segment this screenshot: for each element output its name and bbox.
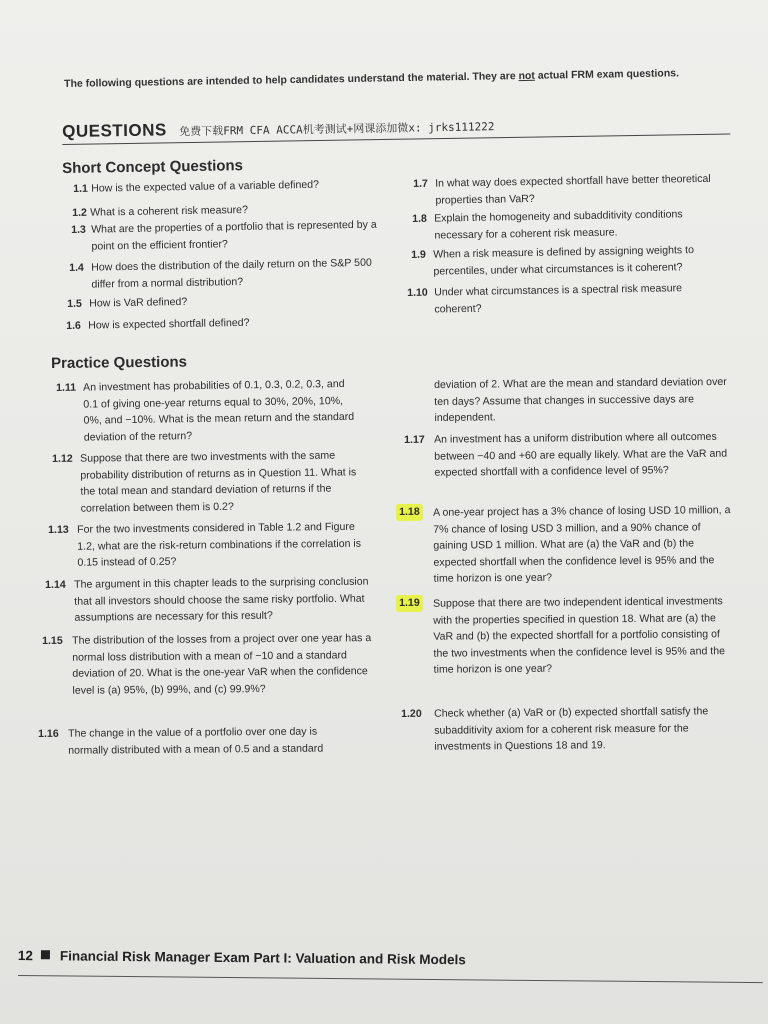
questions-title: QUESTIONS xyxy=(62,120,167,141)
question-1-3: 1.3 What are the properties of a portfolio that is represented by a point on the efficient frontier? xyxy=(71,218,377,253)
promo-watermark-text: 免费下载FRM CFA ACCA机考测试+网课添加微x: jrks111222 xyxy=(179,120,495,139)
question-1-4: 1.4 How does the distribution of the daily return on the S&P 500 differ from a normal distribution? xyxy=(69,256,372,291)
questions-header xyxy=(62,112,730,145)
question-1-16-continued: deviation of 2. What are the mean and standard deviation over ten days? Assume that changes in successive days are independent. xyxy=(434,375,727,424)
question-1-20: 1.20 Check whether (a) VaR or (b) expected shortfall satisfy the subadditivity axiom for a coherent risk measure for the investments in Questions 18 and 19. xyxy=(401,705,709,753)
question-1-2: 1.2 What is a coherent risk measure? xyxy=(72,203,249,219)
book-title: Financial Risk Manager Exam Part I: Valuation and Risk Models xyxy=(59,948,466,968)
black-square-icon xyxy=(41,950,50,959)
question-1-18: 1.18 A one-year project has a 3% chance of losing USD 10 million, a 7% chance of losing USD 3 million, and a 90% chance of gaining USD 1 million. What are (a) the VaR and (b) the expected shortfall when the confidence level is 95% and the time horizon is one year? xyxy=(400,502,736,587)
question-1-5: 1.5 How is VaR defined? xyxy=(67,295,188,310)
short-concept-heading: Short Concept Questions xyxy=(62,157,244,177)
question-1-6: 1.6 How is expected shortfall defined? xyxy=(66,316,250,332)
highlight-1-18: 1.18 xyxy=(396,504,423,521)
page-footer xyxy=(18,948,758,970)
question-1-13: 1.13 For the two investments considered in Table 1.2 and Figure 1.2, what are the risk-return combinations if the correlation is 0.15 instead of 0.25? xyxy=(48,520,362,569)
question-1-7: 1.7 In what way does expected shortfall have better theoretical properties than VaR? xyxy=(413,172,711,207)
intro-note xyxy=(64,66,724,90)
question-1-8: 1.8 Explain the homogeneity and subadditivity conditions necessary for a coherent risk measure. xyxy=(412,208,683,242)
question-1-9: 1.9 When a risk measure is defined by assigning weights to percentiles, under what circumstances is it coherent? xyxy=(411,244,695,278)
question-1-19: 1.19 Suppose that there are two independent identical investments with the properties specified in question 18. What are (a) the VaR and (b) the expected shortfall for a portfolio consisting of the two investments when the confidence level is 95% and the time horizon is one year? xyxy=(400,593,736,678)
highlight-1-19: 1.19 xyxy=(396,595,423,612)
page-number: 12 xyxy=(17,948,34,964)
question-1-12: 1.12 Suppose that there are two investments with the same probability distribution of returns as in Question 11. What is the total mean and standard deviation of returns if the correlation between them is 0.2? xyxy=(52,449,357,515)
question-1-11: 1.11 An investment has probabilities of 0.1, 0.3, 0.2, 0.3, and 0.1 of giving one-year returns equal to 30%, 20%, 10%, 0%, and −10%. What is the mean return and the standard deviation of the return? xyxy=(56,377,355,444)
question-1-10: 1.10 Under what circumstances is a spectral risk measure coherent? xyxy=(407,282,683,316)
intro-emphasis: not xyxy=(518,69,535,83)
question-1-14: 1.14 The argument in this chapter leads to the surprising conclusion that all investors should choose the same risky portfolio. What assumptions are necessary for this result? xyxy=(45,575,369,624)
question-1-17: 1.17 An investment has a uniform distribution where all outcomes between −40 and +60 are equally likely. What are the VaR and expected shortfall with a confidence level of 95%? xyxy=(404,430,728,479)
practice-heading: Practice Questions xyxy=(51,353,188,372)
footer-rule xyxy=(18,975,763,983)
question-1-16: 1.16 The change in the value of a portfolio over one day is normally distributed with a mean of 0.5 and a standard xyxy=(38,725,324,757)
question-1-15: 1.15 The distribution of the losses from a project over one year has a normal loss distribution with a mean of −10 and a standard deviation of 20. What is the one-year VaR when the confidence level is (a) 95%, (b) 99%, and (c) 99.9%? xyxy=(42,632,372,697)
question-1-1: 1.1 How is the expected value of a variable defined? xyxy=(73,178,320,195)
intro-text: The following questions are intended to help candidates understand the material. They are xyxy=(64,70,519,90)
intro-text-end: actual FRM exam questions. xyxy=(534,67,680,82)
